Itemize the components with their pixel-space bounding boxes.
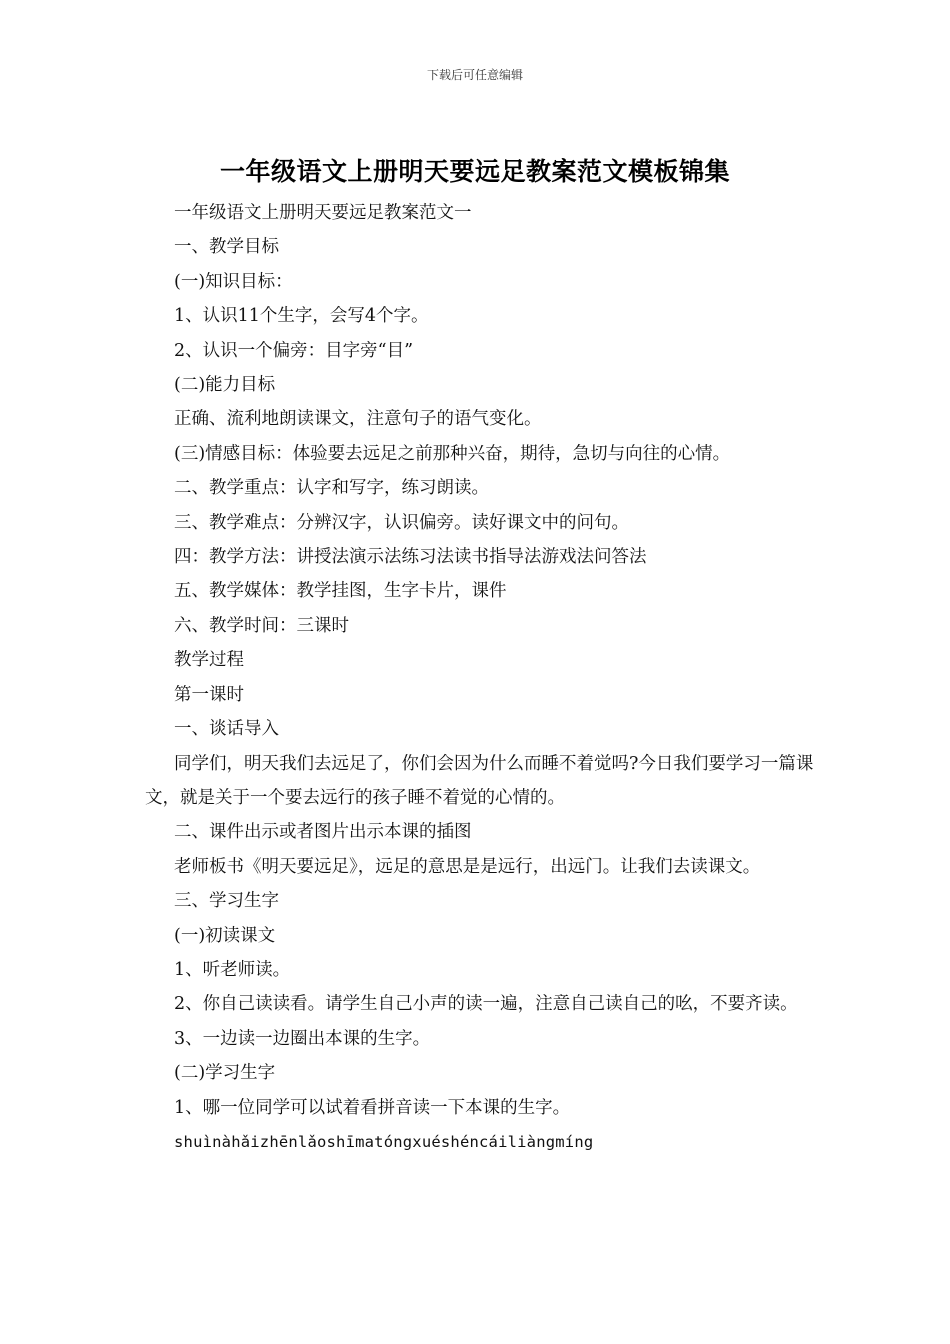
paragraph: 二、教学重点：认字和写字，练习朗读。 [174,478,489,499]
paragraph: 教学过程 [174,650,244,671]
paragraph: 老师板书《明天要远足》，远足的意思是是远行，出远门。让我们去读课文。 [174,856,761,877]
paragraph: 2、认识一个偏旁：目字旁“目” [174,340,414,361]
paragraph: 1、哪一位同学可以试着看拼音读一下本课的生字。 [174,1097,571,1118]
paragraph: 一、谈话导入 [174,719,279,740]
paragraph: 一年级语文上册明天要远足教案范文一 [174,203,472,223]
paragraph: (一)知识目标： [174,271,293,292]
paragraph: 三、学习生字 [174,891,279,912]
paragraph: 2、你自己读读看。请学生自己小声的读一遍，注意自己读自己的吆，不要齐读。 [174,994,798,1015]
paragraph: (二)能力目标 [174,375,276,396]
paragraph: (三)情感目标：体验要去远足之前那种兴奋，期待，急切与向往的心情。 [174,443,731,464]
paragraph: 正确、流利地朗读课文，注意句子的语气变化。 [174,409,542,430]
document-title: 一年级语文上册明天要远足教案范文模板锦集 [219,157,730,186]
paragraph: 二、课件出示或者图片出示本课的插图 [174,822,472,843]
paragraph: 第一课时 [174,684,244,705]
paragraph: (一)初读课文 [174,925,276,946]
document-body [145,196,825,1159]
paragraph: 四：教学方法：讲授法演示法练习法读书指导法游戏法问答法 [174,547,647,568]
pinyin-line: shuìnàhǎizhēnlǎoshīmatóngxuéshéncáiliàngmíng [174,1132,594,1151]
paragraph: 五、教学媒体：教学挂图，生字卡片，课件 [174,581,507,602]
paragraph: 1、认识11个生字，会写4个字。 [174,306,429,327]
paragraph: 三、教学难点：分辨汉字，认识偏旁。读好课文中的问句。 [174,512,629,533]
header-note: 下载后可任意编辑 [426,68,523,82]
paragraph: 3、一边读一边圈出本课的生字。 [174,1028,431,1049]
paragraph: 同学们，明天我们去远足了，你们会因为什么而睡不着觉吗?今日我们要学习一篇课文，就是关于一个要去远行的孩子睡不着觉的心情的。 [145,753,814,808]
paragraph: 1、听老师读。 [174,959,291,980]
paragraph: (二)学习生字 [174,1063,276,1084]
paragraph: 一、教学目标 [174,237,279,258]
paragraph: 六、教学时间：三课时 [174,615,349,636]
